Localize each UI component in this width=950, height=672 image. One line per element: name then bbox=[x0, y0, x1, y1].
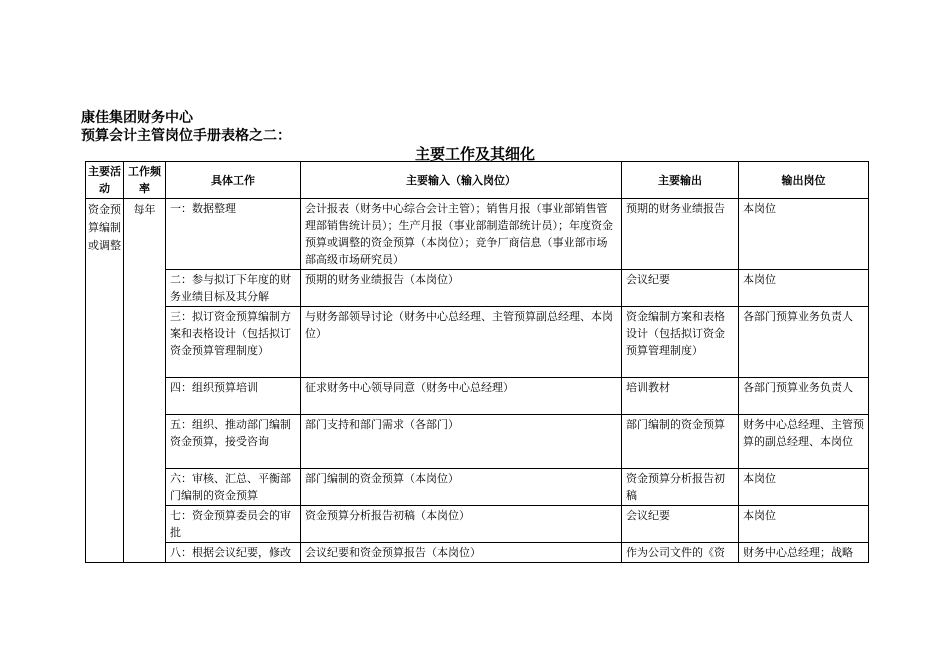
output-cell: 培训教材 bbox=[622, 378, 739, 415]
work-cell: 一：数据整理 bbox=[166, 199, 301, 270]
column-header-post: 输出岗位 bbox=[739, 162, 869, 199]
table-row bbox=[86, 199, 869, 270]
table-row bbox=[86, 270, 869, 307]
work-cell: 八：根据会议纪要，修改 bbox=[166, 543, 301, 563]
output-cell: 资金编制方案和表格设计（包括拟订资金预算管理制度） bbox=[622, 307, 739, 378]
table-row bbox=[86, 506, 869, 543]
column-header-frequency: 工作频率 bbox=[124, 162, 166, 199]
column-header-work: 具体工作 bbox=[166, 162, 301, 199]
input-cell: 部门支持和部门需求（各部门） bbox=[301, 415, 622, 469]
table-row bbox=[86, 307, 869, 378]
document-title: 预算会计主管岗位手册表格之二： bbox=[81, 128, 291, 144]
org-title: 康佳集团财务中心 bbox=[81, 110, 193, 126]
output-cell: 部门编制的资金预算 bbox=[622, 415, 739, 469]
work-cell: 七：资金预算委员会的审批 bbox=[166, 506, 301, 543]
work-cell: 六：审核、汇总、平衡部门编制的资金预算 bbox=[166, 469, 301, 506]
table-row bbox=[86, 543, 869, 563]
input-cell: 预期的财务业绩报告（本岗位） bbox=[301, 270, 622, 307]
post-cell: 各部门预算业务负责人 bbox=[739, 378, 869, 415]
table-row bbox=[86, 415, 869, 469]
table-header-row bbox=[86, 162, 869, 199]
frequency-cell: 每年 bbox=[124, 199, 166, 563]
output-cell: 预期的财务业绩报告 bbox=[622, 199, 739, 270]
post-cell: 本岗位 bbox=[739, 199, 869, 270]
input-cell: 征求财务中心领导同意（财务中心总经理） bbox=[301, 378, 622, 415]
input-cell: 资金预算分析报告初稿（本岗位） bbox=[301, 506, 622, 543]
post-cell: 本岗位 bbox=[739, 469, 869, 506]
post-cell: 财务中心总经理；战略 bbox=[739, 543, 869, 563]
output-cell: 会议纪要 bbox=[622, 270, 739, 307]
table-row bbox=[86, 469, 869, 506]
work-cell: 三：拟订资金预算编制方案和表格设计（包括拟订资金预算管理制度） bbox=[166, 307, 301, 378]
work-cell: 五：组织、推动部门编制资金预算，接受咨询 bbox=[166, 415, 301, 469]
table-heading: 主要工作及其细化 bbox=[414, 145, 535, 163]
post-cell: 财务中心总经理、主管预算的副总经理、本岗位 bbox=[739, 415, 869, 469]
column-header-input: 主要输入（输入岗位） bbox=[301, 162, 622, 199]
work-cell: 四：组织预算培训 bbox=[166, 378, 301, 415]
activity-cell: 资金预算编制或调整 bbox=[86, 199, 124, 563]
output-cell: 作为公司文件的《资 bbox=[622, 543, 739, 563]
work-detail-table bbox=[85, 161, 869, 563]
input-cell: 会计报表（财务中心综合会计主管）；销售月报（事业部销售管理部销售统计员）；生产月报（事业部制造部统计员）；年度资金预算或调整的资金预算（本岗位）；竞争厂商信息（事业部市场部高级市场研究员） bbox=[301, 199, 622, 270]
input-cell: 与财务部领导讨论（财务中心总经理、主管预算副总经理、本岗位） bbox=[301, 307, 622, 378]
column-header-activity: 主要活动 bbox=[86, 162, 124, 199]
post-cell: 本岗位 bbox=[739, 270, 869, 307]
post-cell: 本岗位 bbox=[739, 506, 869, 543]
output-cell: 会议纪要 bbox=[622, 506, 739, 543]
input-cell: 会议纪要和资金预算报告（本岗位） bbox=[301, 543, 622, 563]
post-cell: 各部门预算业务负责人 bbox=[739, 307, 869, 378]
column-header-output: 主要输出 bbox=[622, 162, 739, 199]
output-cell: 资金预算分析报告初稿 bbox=[622, 469, 739, 506]
table-row bbox=[86, 378, 869, 415]
work-cell: 二：参与拟订下年度的财务业绩目标及其分解 bbox=[166, 270, 301, 307]
input-cell: 部门编制的资金预算（本岗位） bbox=[301, 469, 622, 506]
